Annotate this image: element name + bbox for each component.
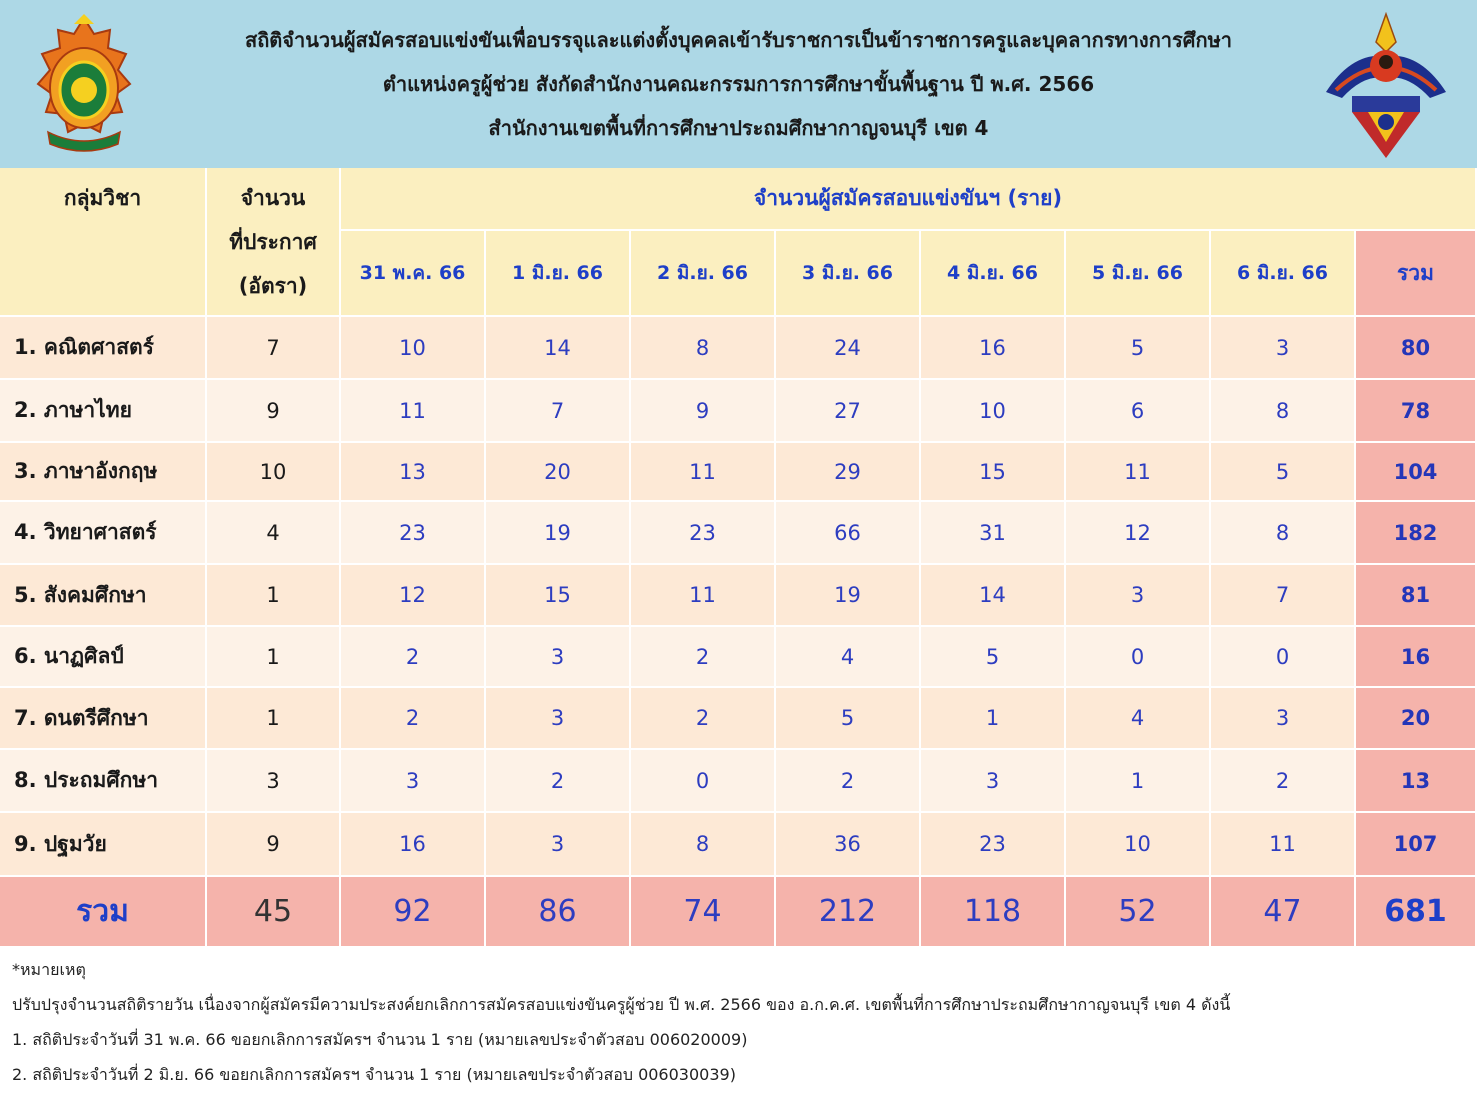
row-total: 78 (1356, 380, 1477, 443)
row-total: 81 (1356, 565, 1477, 627)
grand-total-daily: 118 (921, 877, 1066, 948)
daily-applicant-count: 2 (631, 627, 776, 688)
daily-applicant-count: 8 (631, 813, 776, 877)
announced-count: 1 (207, 627, 341, 688)
daily-applicant-count: 15 (486, 565, 631, 627)
daily-applicant-count: 10 (921, 380, 1066, 443)
subject-name: 8. ประถมศึกษา (0, 750, 207, 813)
announced-count: 9 (207, 813, 341, 877)
grand-total-daily: 74 (631, 877, 776, 948)
report-title-line-1: สถิติจำนวนผู้สมัครสอบแข่งขันเพื่อบรรจุและแต่งตั้งบุคคลเข้ารับราชการเป็นข้าราชการครูและบุคลากรทางการศึกษา (244, 28, 1232, 52)
daily-applicant-count: 10 (1066, 813, 1211, 877)
announced-count: 9 (207, 380, 341, 443)
daily-applicant-count: 2 (631, 688, 776, 750)
daily-applicant-count: 2 (341, 627, 486, 688)
subject-name: 3. ภาษาอังกฤษ (0, 443, 207, 502)
date-column-header: 3 มิ.ย. 66 (776, 231, 921, 317)
daily-applicant-count: 8 (1211, 380, 1356, 443)
notes-heading: *หมายเหตุ (12, 960, 86, 979)
daily-applicant-count: 23 (921, 813, 1066, 877)
grand-total-daily: 86 (486, 877, 631, 948)
report-title-line-3: สำนักงานเขตพื้นที่การศึกษาประถมศึกษากาญจนบุรี เขต 4 (488, 116, 989, 140)
daily-applicant-count: 14 (486, 317, 631, 380)
announced-count: 1 (207, 565, 341, 627)
subject-name: 7. ดนตรีศึกษา (0, 688, 207, 750)
daily-applicant-count: 5 (776, 688, 921, 750)
daily-applicant-count: 0 (1066, 627, 1211, 688)
notes-section (12, 956, 1467, 1096)
daily-applicant-count: 11 (341, 380, 486, 443)
daily-applicant-count: 14 (921, 565, 1066, 627)
subject-name: 2. ภาษาไทย (0, 380, 207, 443)
announced-count: 4 (207, 502, 341, 565)
report-title-line-2: ตำแหน่งครูผู้ช่วย สังกัดสำนักงานคณะกรรมการการศึกษาขั้นพื้นฐาน ปี พ.ศ. 2566 (382, 72, 1095, 96)
daily-applicant-count: 3 (341, 750, 486, 813)
daily-applicant-count: 5 (1066, 317, 1211, 380)
daily-applicant-count: 16 (341, 813, 486, 877)
daily-applicant-count: 6 (1066, 380, 1211, 443)
daily-applicant-count: 5 (1211, 443, 1356, 502)
date-column-header: 4 มิ.ย. 66 (921, 231, 1066, 317)
announced-count: 1 (207, 688, 341, 750)
grand-total-announced: 45 (207, 877, 341, 948)
row-total: 80 (1356, 317, 1477, 380)
subject-column-header: กลุ่มวิชา (0, 168, 207, 317)
announced-header-line: (อัตรา) (238, 273, 308, 298)
daily-applicant-count: 2 (341, 688, 486, 750)
daily-applicant-count: 2 (776, 750, 921, 813)
daily-applicant-count: 9 (631, 380, 776, 443)
daily-applicant-count: 1 (921, 688, 1066, 750)
announced-header-line: ที่ประกาศ (229, 229, 317, 254)
daily-applicant-count: 8 (631, 317, 776, 380)
daily-applicant-count: 3 (1066, 565, 1211, 627)
daily-applicant-count: 7 (1211, 565, 1356, 627)
daily-applicant-count: 0 (631, 750, 776, 813)
daily-applicant-count: 2 (1211, 750, 1356, 813)
daily-applicant-count: 29 (776, 443, 921, 502)
daily-applicant-count: 4 (776, 627, 921, 688)
daily-applicant-count: 8 (1211, 502, 1356, 565)
announced-count: 7 (207, 317, 341, 380)
daily-applicant-count: 3 (1211, 317, 1356, 380)
daily-applicant-count: 11 (631, 443, 776, 502)
grand-total-daily: 52 (1066, 877, 1211, 948)
daily-applicant-count: 3 (1211, 688, 1356, 750)
daily-applicant-count: 19 (776, 565, 921, 627)
subject-name: 4. วิทยาศาสตร์ (0, 502, 207, 565)
row-total: 104 (1356, 443, 1477, 502)
daily-applicant-count: 1 (1066, 750, 1211, 813)
subject-name: 9. ปฐมวัย (0, 813, 207, 877)
announced-count: 3 (207, 750, 341, 813)
daily-applicant-count: 11 (631, 565, 776, 627)
daily-applicant-count: 20 (486, 443, 631, 502)
daily-applicant-count: 2 (486, 750, 631, 813)
notes-item-1: 1. สถิติประจำวันที่ 31 พ.ค. 66 ขอยกเลิกการสมัครฯ จำนวน 1 ราย (หมายเลขประจำตัวสอบ 006020009) (12, 1030, 748, 1049)
announced-column-header (207, 168, 341, 317)
daily-applicant-count: 12 (341, 565, 486, 627)
applicant-statistics-table (0, 168, 1477, 948)
grand-total-overall: 681 (1356, 877, 1477, 948)
row-total: 20 (1356, 688, 1477, 750)
row-total: 13 (1356, 750, 1477, 813)
daily-applicant-count: 7 (486, 380, 631, 443)
daily-applicant-count: 10 (341, 317, 486, 380)
subject-name: 6. นาฏศิลป์ (0, 627, 207, 688)
daily-applicant-count: 15 (921, 443, 1066, 502)
daily-applicant-count: 27 (776, 380, 921, 443)
daily-applicant-count: 3 (921, 750, 1066, 813)
daily-applicant-count: 19 (486, 502, 631, 565)
grand-total-daily: 92 (341, 877, 486, 948)
row-total: 182 (1356, 502, 1477, 565)
date-column-header: 31 พ.ค. 66 (341, 231, 486, 317)
announced-count: 10 (207, 443, 341, 502)
office-emblem-icon (1322, 12, 1450, 158)
daily-applicant-count: 3 (486, 813, 631, 877)
daily-applicant-count: 12 (1066, 502, 1211, 565)
subject-name: 5. สังคมศึกษา (0, 565, 207, 627)
daily-applicant-count: 16 (921, 317, 1066, 380)
daily-applicant-count: 3 (486, 627, 631, 688)
notes-paragraph: ปรับปรุงจำนวนสถิติรายวัน เนื่องจากผู้สมัครมีความประสงค์ยกเลิกการสมัครสอบแข่งขันครูผู้ช่วย ปี พ.ศ. 2566 ของ อ.ก.ค.ศ. เขตพื้นที่การศึกษาประถมศึกษากาญจนบุรี เขต 4 ดังนี้ (12, 995, 1231, 1014)
daily-applicant-count: 13 (341, 443, 486, 502)
report-header (0, 0, 1477, 168)
daily-applicant-count: 36 (776, 813, 921, 877)
date-column-header: 6 มิ.ย. 66 (1211, 231, 1356, 317)
applicants-group-header: จำนวนผู้สมัครสอบแข่งขันฯ (ราย) (341, 168, 1477, 231)
row-total: 107 (1356, 813, 1477, 877)
grand-total-label: รวม (0, 877, 207, 948)
daily-applicant-count: 11 (1066, 443, 1211, 502)
total-column-header: รวม (1356, 231, 1477, 317)
date-column-header: 1 มิ.ย. 66 (486, 231, 631, 317)
grand-total-daily: 212 (776, 877, 921, 948)
daily-applicant-count: 23 (341, 502, 486, 565)
daily-applicant-count: 66 (776, 502, 921, 565)
date-column-header: 5 มิ.ย. 66 (1066, 231, 1211, 317)
daily-applicant-count: 3 (486, 688, 631, 750)
daily-applicant-count: 24 (776, 317, 921, 380)
date-column-header: 2 มิ.ย. 66 (631, 231, 776, 317)
daily-applicant-count: 0 (1211, 627, 1356, 688)
daily-applicant-count: 4 (1066, 688, 1211, 750)
daily-applicant-count: 11 (1211, 813, 1356, 877)
grand-total-daily: 47 (1211, 877, 1356, 948)
daily-applicant-count: 5 (921, 627, 1066, 688)
notes-item-2: 2. สถิติประจำวันที่ 2 มิ.ย. 66 ขอยกเลิกการสมัครฯ จำนวน 1 ราย (หมายเลขประจำตัวสอบ 006030039) (12, 1065, 736, 1084)
daily-applicant-count: 23 (631, 502, 776, 565)
daily-applicant-count: 31 (921, 502, 1066, 565)
subject-name: 1. คณิตศาสตร์ (0, 317, 207, 380)
row-total: 16 (1356, 627, 1477, 688)
announced-header-line: จำนวน (240, 185, 306, 210)
